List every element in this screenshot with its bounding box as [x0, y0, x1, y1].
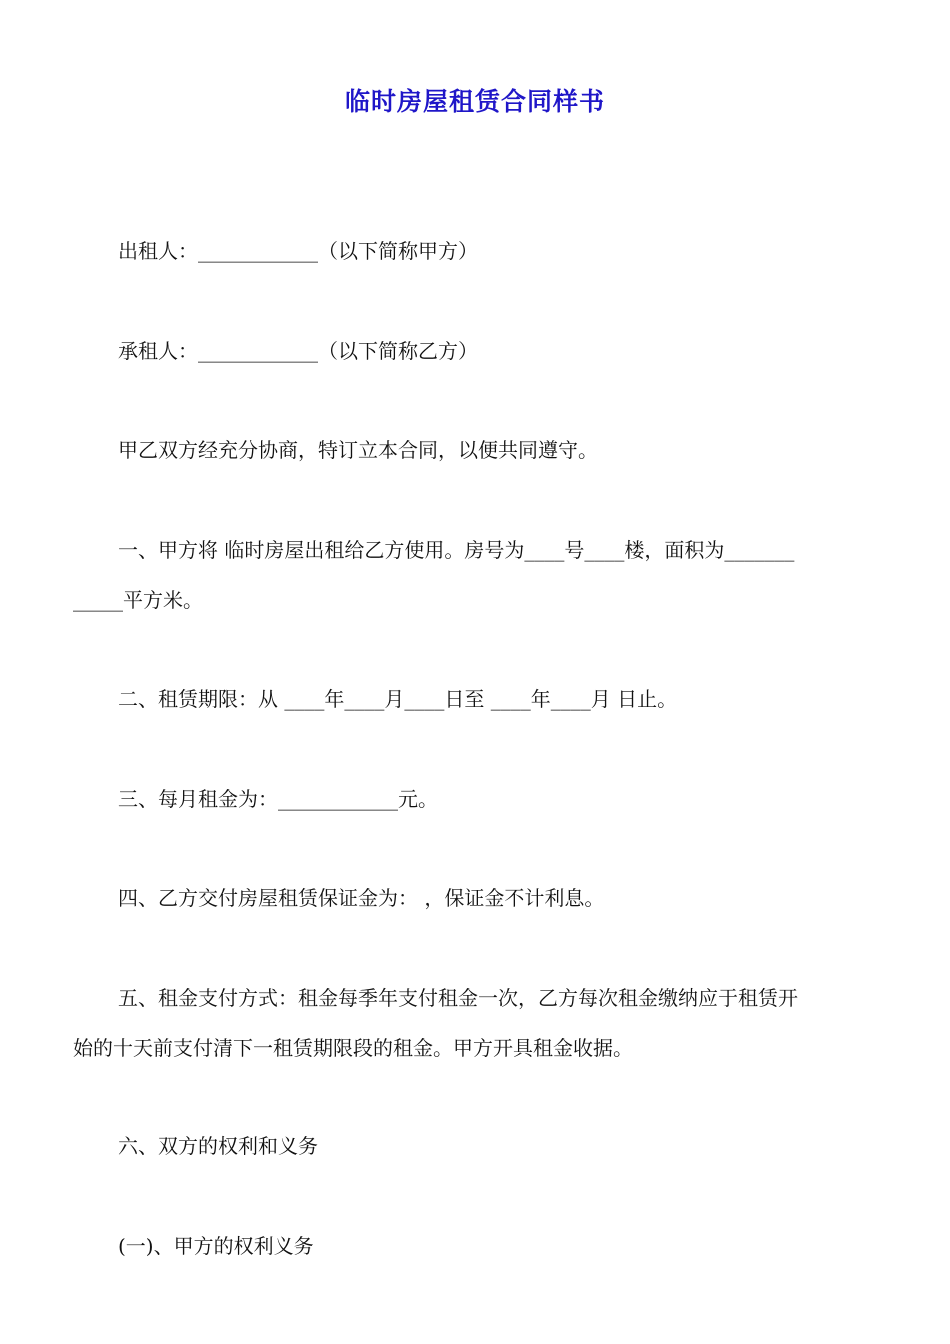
lessor-line: 出租人：____________（以下简称甲方） [118, 239, 478, 263]
clause-1-line-1: 一、甲方将 临时房屋出租给乙方使用。房号为____号____楼，面积为_______ [118, 538, 795, 562]
page-title: 临时房屋租赁合同样书 [344, 87, 605, 116]
clause-6-heading: 六、双方的权利和义务 [118, 1134, 318, 1158]
clause-3: 三、每月租金为：____________元。 [118, 787, 438, 811]
clause-6-subheading-1: (一)、甲方的权利义务 [118, 1234, 314, 1258]
lessee-line: 承租人：____________（以下简称乙方） [118, 339, 478, 363]
clause-5-line-1: 五、租金支付方式：租金每季年支付租金一次，乙方每次租金缴纳应于租赁开 [118, 986, 798, 1010]
intro-paragraph: 甲乙双方经充分协商，特订立本合同，以便共同遵守。 [118, 438, 598, 462]
clause-2: 二、租赁期限：从 ____年____月____日至 ____年____月 日止。 [118, 687, 678, 711]
clause-5-line-2: 始的十天前支付清下一租赁期限段的租金。甲方开具租金收据。 [73, 1036, 633, 1060]
clause-4: 四、乙方交付房屋租赁保证金为： ，保证金不计利息。 [118, 886, 605, 910]
clause-1-line-2: _____平方米。 [73, 588, 203, 612]
